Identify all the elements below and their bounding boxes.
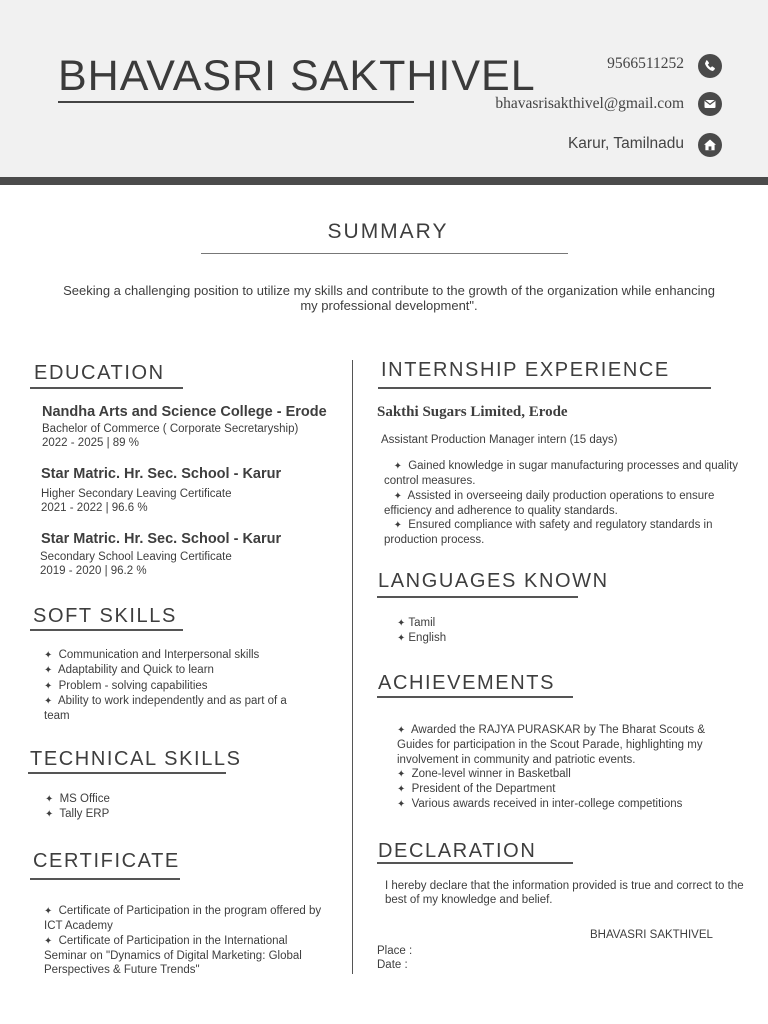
sparkle-icon: ✦	[397, 633, 406, 645]
phone-number: 9566511252	[607, 55, 684, 72]
internship-role: Assistant Production Manager intern (15 days)	[381, 434, 618, 446]
sparkle-icon: ✦	[397, 768, 406, 780]
technical-skills-list	[45, 792, 295, 823]
sparkle-icon: ✦	[44, 695, 53, 707]
sparkle-icon: ✦	[44, 665, 53, 677]
internship-underline	[378, 387, 711, 389]
candidate-name: BHAVASRI SAKTHIVEL	[58, 52, 536, 100]
list-item: ✦ Adaptability and Quick to learn	[44, 664, 214, 677]
achievements-underline	[377, 696, 573, 698]
declaration-text: I hereby declare that the information provided is true and correct to the best of my knowledge and belief.	[385, 880, 744, 907]
list-item: ✦ Communication and Interpersonal skills	[44, 649, 260, 661]
place-label: Place :	[377, 945, 413, 957]
education-years-score: 2019 - 2020 | 96.2 %	[40, 565, 147, 577]
list-item: ✦ MS Office	[45, 793, 110, 805]
education-qualification: Bachelor of Commerce ( Corporate Secretaryship)	[42, 423, 299, 435]
list-item: ✦ Certificate of Participation in the program offered by ICT Academy	[44, 905, 322, 933]
sparkle-icon: ✦	[45, 809, 54, 821]
sparkle-icon: ✦	[44, 650, 53, 661]
sparkle-icon: ✦	[397, 618, 406, 629]
list-item: ✦ Ensured compliance with safety and regulatory standards in production process.	[384, 519, 713, 547]
soft-skills-heading: SOFT SKILLS	[33, 605, 177, 627]
languages-underline	[377, 596, 578, 598]
declaration-heading: DECLARATION	[378, 840, 537, 862]
certificate-underline	[30, 878, 180, 880]
soft-skills-underline	[30, 629, 183, 631]
sparkle-icon: ✦	[44, 680, 53, 692]
education-underline	[30, 387, 183, 389]
education-years-score: 2021 - 2022 | 96.6 %	[41, 502, 148, 514]
email-address: bhavasrisakthivel@gmail.com	[495, 95, 684, 112]
phone-icon	[698, 54, 722, 78]
home-icon	[698, 133, 722, 157]
list-item: ✦ President of the Department	[397, 783, 556, 796]
internship-heading: INTERNSHIP EXPERIENCE	[381, 359, 670, 381]
sparkle-icon: ✦	[45, 794, 54, 805]
internship-company: Sakthi Sugars Limited, Erode	[377, 404, 568, 420]
languages-list	[397, 616, 597, 647]
list-item: ✦ Zone-level winner in Basketball	[397, 767, 571, 780]
sparkle-icon: ✦	[44, 935, 53, 947]
achievements-list	[397, 723, 737, 813]
education-institution: Nandha Arts and Science College - Erode	[42, 404, 327, 420]
technical-skills-underline	[28, 772, 226, 774]
date-label: Date :	[377, 959, 408, 971]
certificate-heading: CERTIFICATE	[33, 850, 180, 872]
column-divider	[352, 360, 353, 974]
list-item: ✦ Various awards received in inter-college competitions	[397, 798, 683, 811]
list-item: ✦ Problem - solving capabilities	[44, 679, 208, 692]
education-qualification: Secondary School Leaving Certificate	[40, 551, 232, 563]
technical-skills-heading: TECHNICAL SKILLS	[30, 748, 242, 770]
declaration-underline	[377, 862, 573, 864]
list-item: ✦ Gained knowledge in sugar manufacturing processes and quality control measures.	[384, 460, 739, 488]
list-item: ✦ Tamil	[397, 617, 436, 629]
list-item: ✦ Assisted in overseeing daily production operations to ensure efficiency and adherence to quality standards.	[384, 489, 715, 517]
list-item: ✦ English	[397, 632, 447, 645]
list-item: ✦ Certificate of Participation in the International Seminar on "Dynamics of Digital Marketing: Global Perspectives & Future Trends"	[44, 934, 302, 977]
sparkle-icon: ✦	[397, 784, 406, 796]
sparkle-icon: ✦	[397, 799, 406, 811]
education-institution: Star Matric. Hr. Sec. School - Karur	[41, 466, 282, 482]
location-text: Karur, Tamilnadu	[567, 135, 684, 152]
internship-points	[384, 459, 748, 548]
summary-text: Seeking a challenging position to utilize my skills and contribute to the growth of the organization while enhancing my professional development".	[63, 283, 715, 313]
name-underline	[58, 101, 414, 103]
sparkle-icon: ✦	[393, 490, 402, 502]
mail-icon	[698, 92, 722, 116]
certificate-list	[44, 904, 324, 977]
sparkle-icon: ✦	[397, 725, 406, 736]
education-heading: EDUCATION	[34, 362, 165, 384]
summary-underline	[201, 253, 568, 254]
education-institution: Star Matric. Hr. Sec. School - Karur	[41, 531, 282, 547]
list-item: ✦ Tally ERP	[45, 808, 110, 821]
sparkle-icon: ✦	[393, 461, 402, 472]
education-years-score: 2022 - 2025 | 89 %	[42, 437, 139, 449]
summary-heading: SUMMARY	[327, 220, 449, 243]
list-item: ✦ Awarded the RAJYA PURASKAR by The Bharat Scouts & Guides for participation in the Scout Parade, highlighting my involvement in community and patriotic events.	[397, 724, 705, 766]
soft-skills-list	[44, 648, 294, 723]
sparkle-icon: ✦	[393, 520, 402, 532]
signature-name: BHAVASRI SAKTHIVEL	[590, 929, 713, 941]
header-accent-bar	[0, 177, 768, 185]
sparkle-icon: ✦	[44, 906, 53, 917]
achievements-heading: ACHIEVEMENTS	[378, 672, 556, 694]
languages-heading: LANGUAGES KNOWN	[378, 570, 609, 592]
list-item: ✦ Ability to work independently and as part of a team	[44, 694, 287, 723]
education-qualification: Higher Secondary Leaving Certificate	[41, 488, 232, 500]
